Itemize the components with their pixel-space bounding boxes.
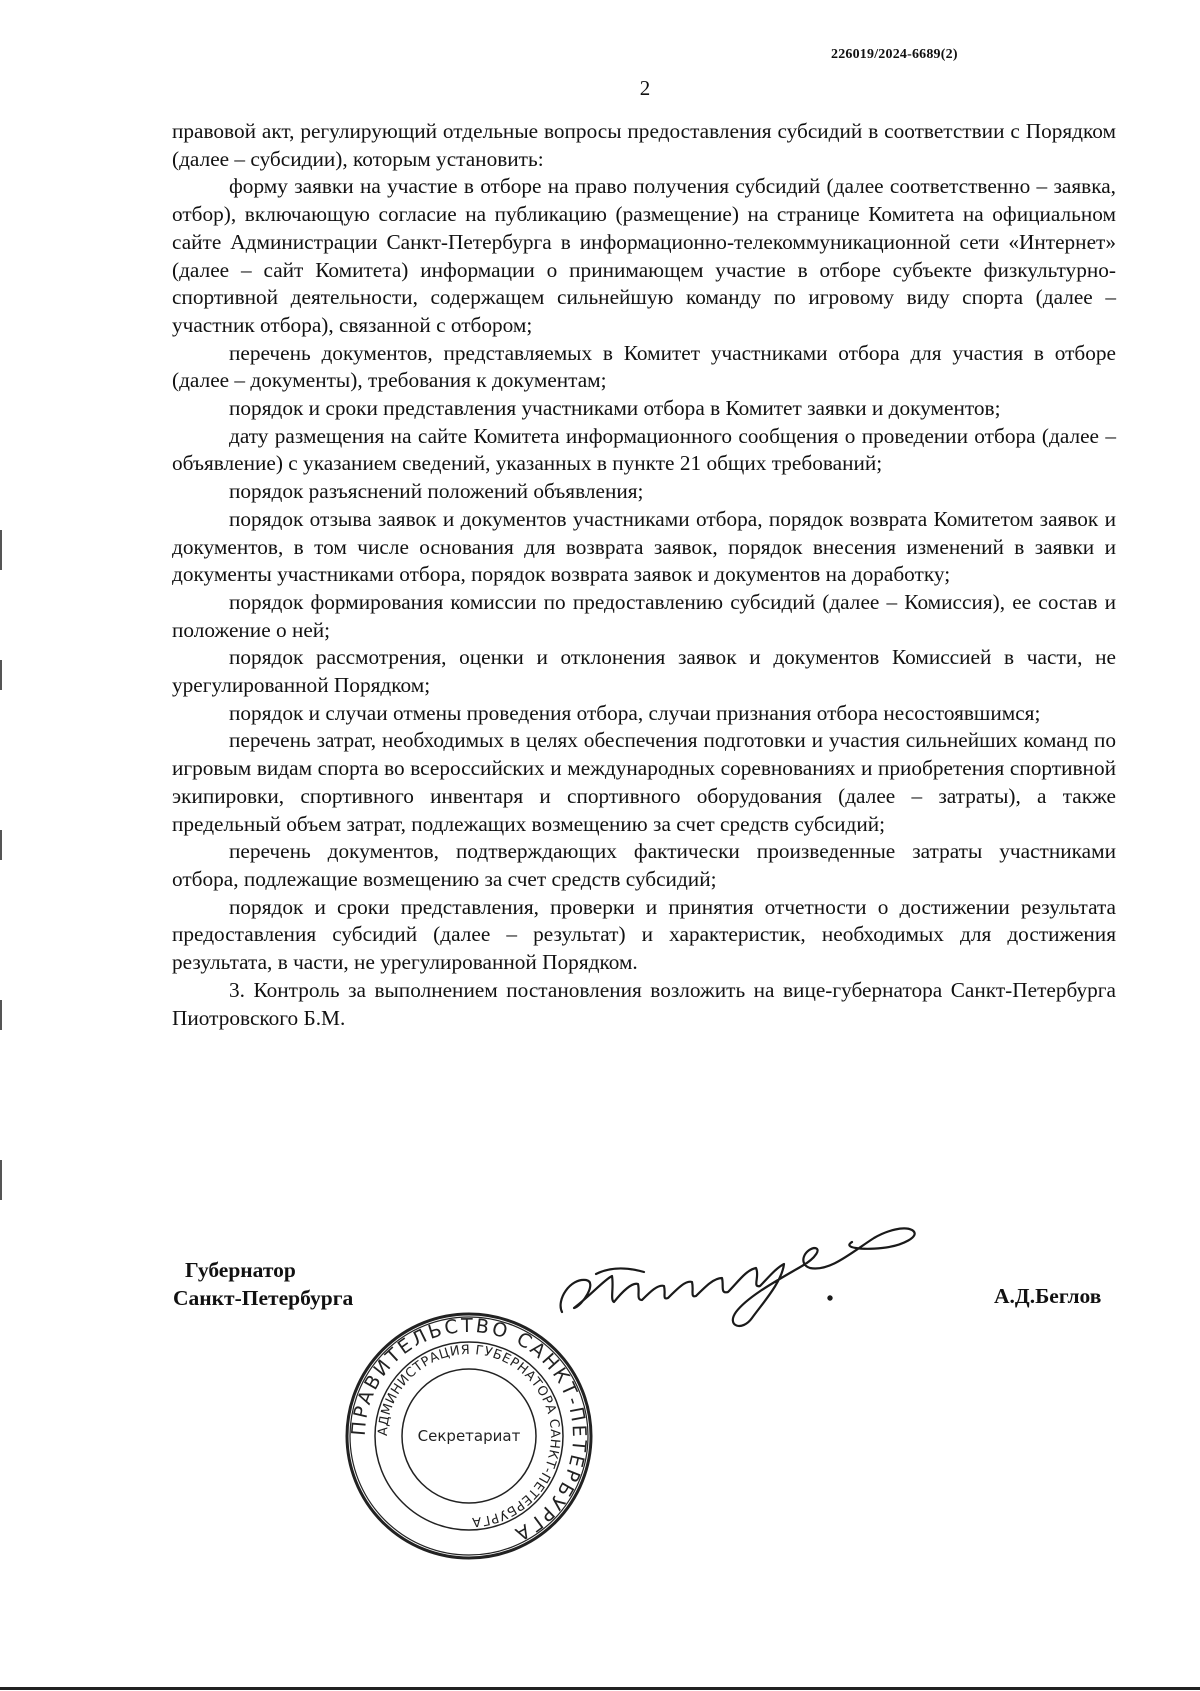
paragraph: порядок и сроки представления участниками отбора в Комитет заявки и документов; <box>229 396 1001 421</box>
paragraph: перечень затрат, необходимых в целях обеспечения подготовки и участия сильнейших команд по игровым видам спорта во всероссийских и международных соревнованиях и приобретения спортивной экипировки, спортивного инвентаря и спортивного оборудования (далее – затраты), а также предельный объем затрат, подлежащих возмещению за счет средств субсидий; <box>172 728 1116 836</box>
paragraph: 3. Контроль за выполнением постановления возложить на вице-губернатора Санкт-Петербурга Пиотровского Б.М. <box>172 977 1116 1030</box>
paragraph: перечень документов, представляемых в Комитет участниками отбора для участия в отборе (далее – документы), требования к документам; <box>172 340 1116 393</box>
document-body <box>172 118 1116 1032</box>
paragraph: перечень документов, подтверждающих фактически произведенные затраты участниками отбора, подлежащие возмещению за счет средств субсидий; <box>172 839 1116 891</box>
paragraph: порядок рассмотрения, оценки и отклонения заявок и документов Комиссией в части, не урегулированной Порядком; <box>172 645 1116 698</box>
paragraph: порядок разъяснений положений объявления; <box>229 479 644 504</box>
seal-inner-text: АДМИНИСТРАЦИЯ ГУБЕРНАТОРА САНКТ-ПЕТЕРБУРГА <box>375 1342 563 1530</box>
paragraph: дату размещения на сайте Комитета информационного сообщения о проведении отбора (далее – объявление) с указанием сведений, указанных в пункте 21 общих требований; <box>172 423 1116 476</box>
scan-margin-marks <box>0 530 3 1230</box>
paragraph: порядок и сроки представления, проверки и принятия отчетности о достижении результата предоставления субсидий (далее – результат) и характеристик, необходимых для достижения результата, в части, не урегулированной Порядком. <box>172 894 1116 975</box>
scan-bottom-border <box>0 1687 1200 1690</box>
seal-outer-text: ПРАВИТЕЛЬСТВО САНКТ-ПЕТЕРБУРГА <box>347 1314 591 1547</box>
paragraph: порядок отзыва заявок и документов участниками отбора, порядок возврата Комитетом заявок и документов, в том числе основания для возврата заявок, порядок внесения изменений в заявки и документы участниками отбора, порядок возврата заявок и документов на доработку; <box>172 506 1116 587</box>
paragraph: форму заявки на участие в отборе на право получения субсидий (далее соответственно – заявка, отбор), включающую согласие на публикацию (размещение) на странице Комитета на официальном сайте Администрации Санкт-Петербурга в информационно-телекоммуникационной сети «Интернет» (далее – сайт Комитета) информации о принимающем участие в отборе субъекте физкультурно-спортивной деятельности, содержащем сильнейшую команду по игровому виду спорта (далее – участник отбора), связанной с отбором; <box>172 174 1116 337</box>
signatory-title-line2: Санкт-Петербурга <box>173 1286 354 1310</box>
paragraph: правовой акт, регулирующий отдельные вопросы предоставления субсидий в соответствии с Порядком (далее – субсидии), которым установить: <box>172 119 1116 171</box>
page-number: 2 <box>639 76 651 100</box>
seal-center-text: Секретариат <box>417 1427 521 1445</box>
paragraph: порядок и случаи отмены проведения отбора, случаи признания отбора несостоявшимся; <box>229 700 1041 725</box>
paragraph: порядок формирования комиссии по предоставлению субсидий (далее – Комиссия), ее состав и положение о ней; <box>172 589 1116 642</box>
signatory-name: А.Д.Беглов <box>994 1284 1102 1308</box>
signatory-title <box>173 1256 353 1312</box>
handwritten-signature <box>552 1208 942 1328</box>
official-seal <box>344 1311 594 1561</box>
document-number: 226019/2024-6689(2) <box>831 47 958 62</box>
signatory-title-line1: Губернатор <box>185 1258 296 1282</box>
